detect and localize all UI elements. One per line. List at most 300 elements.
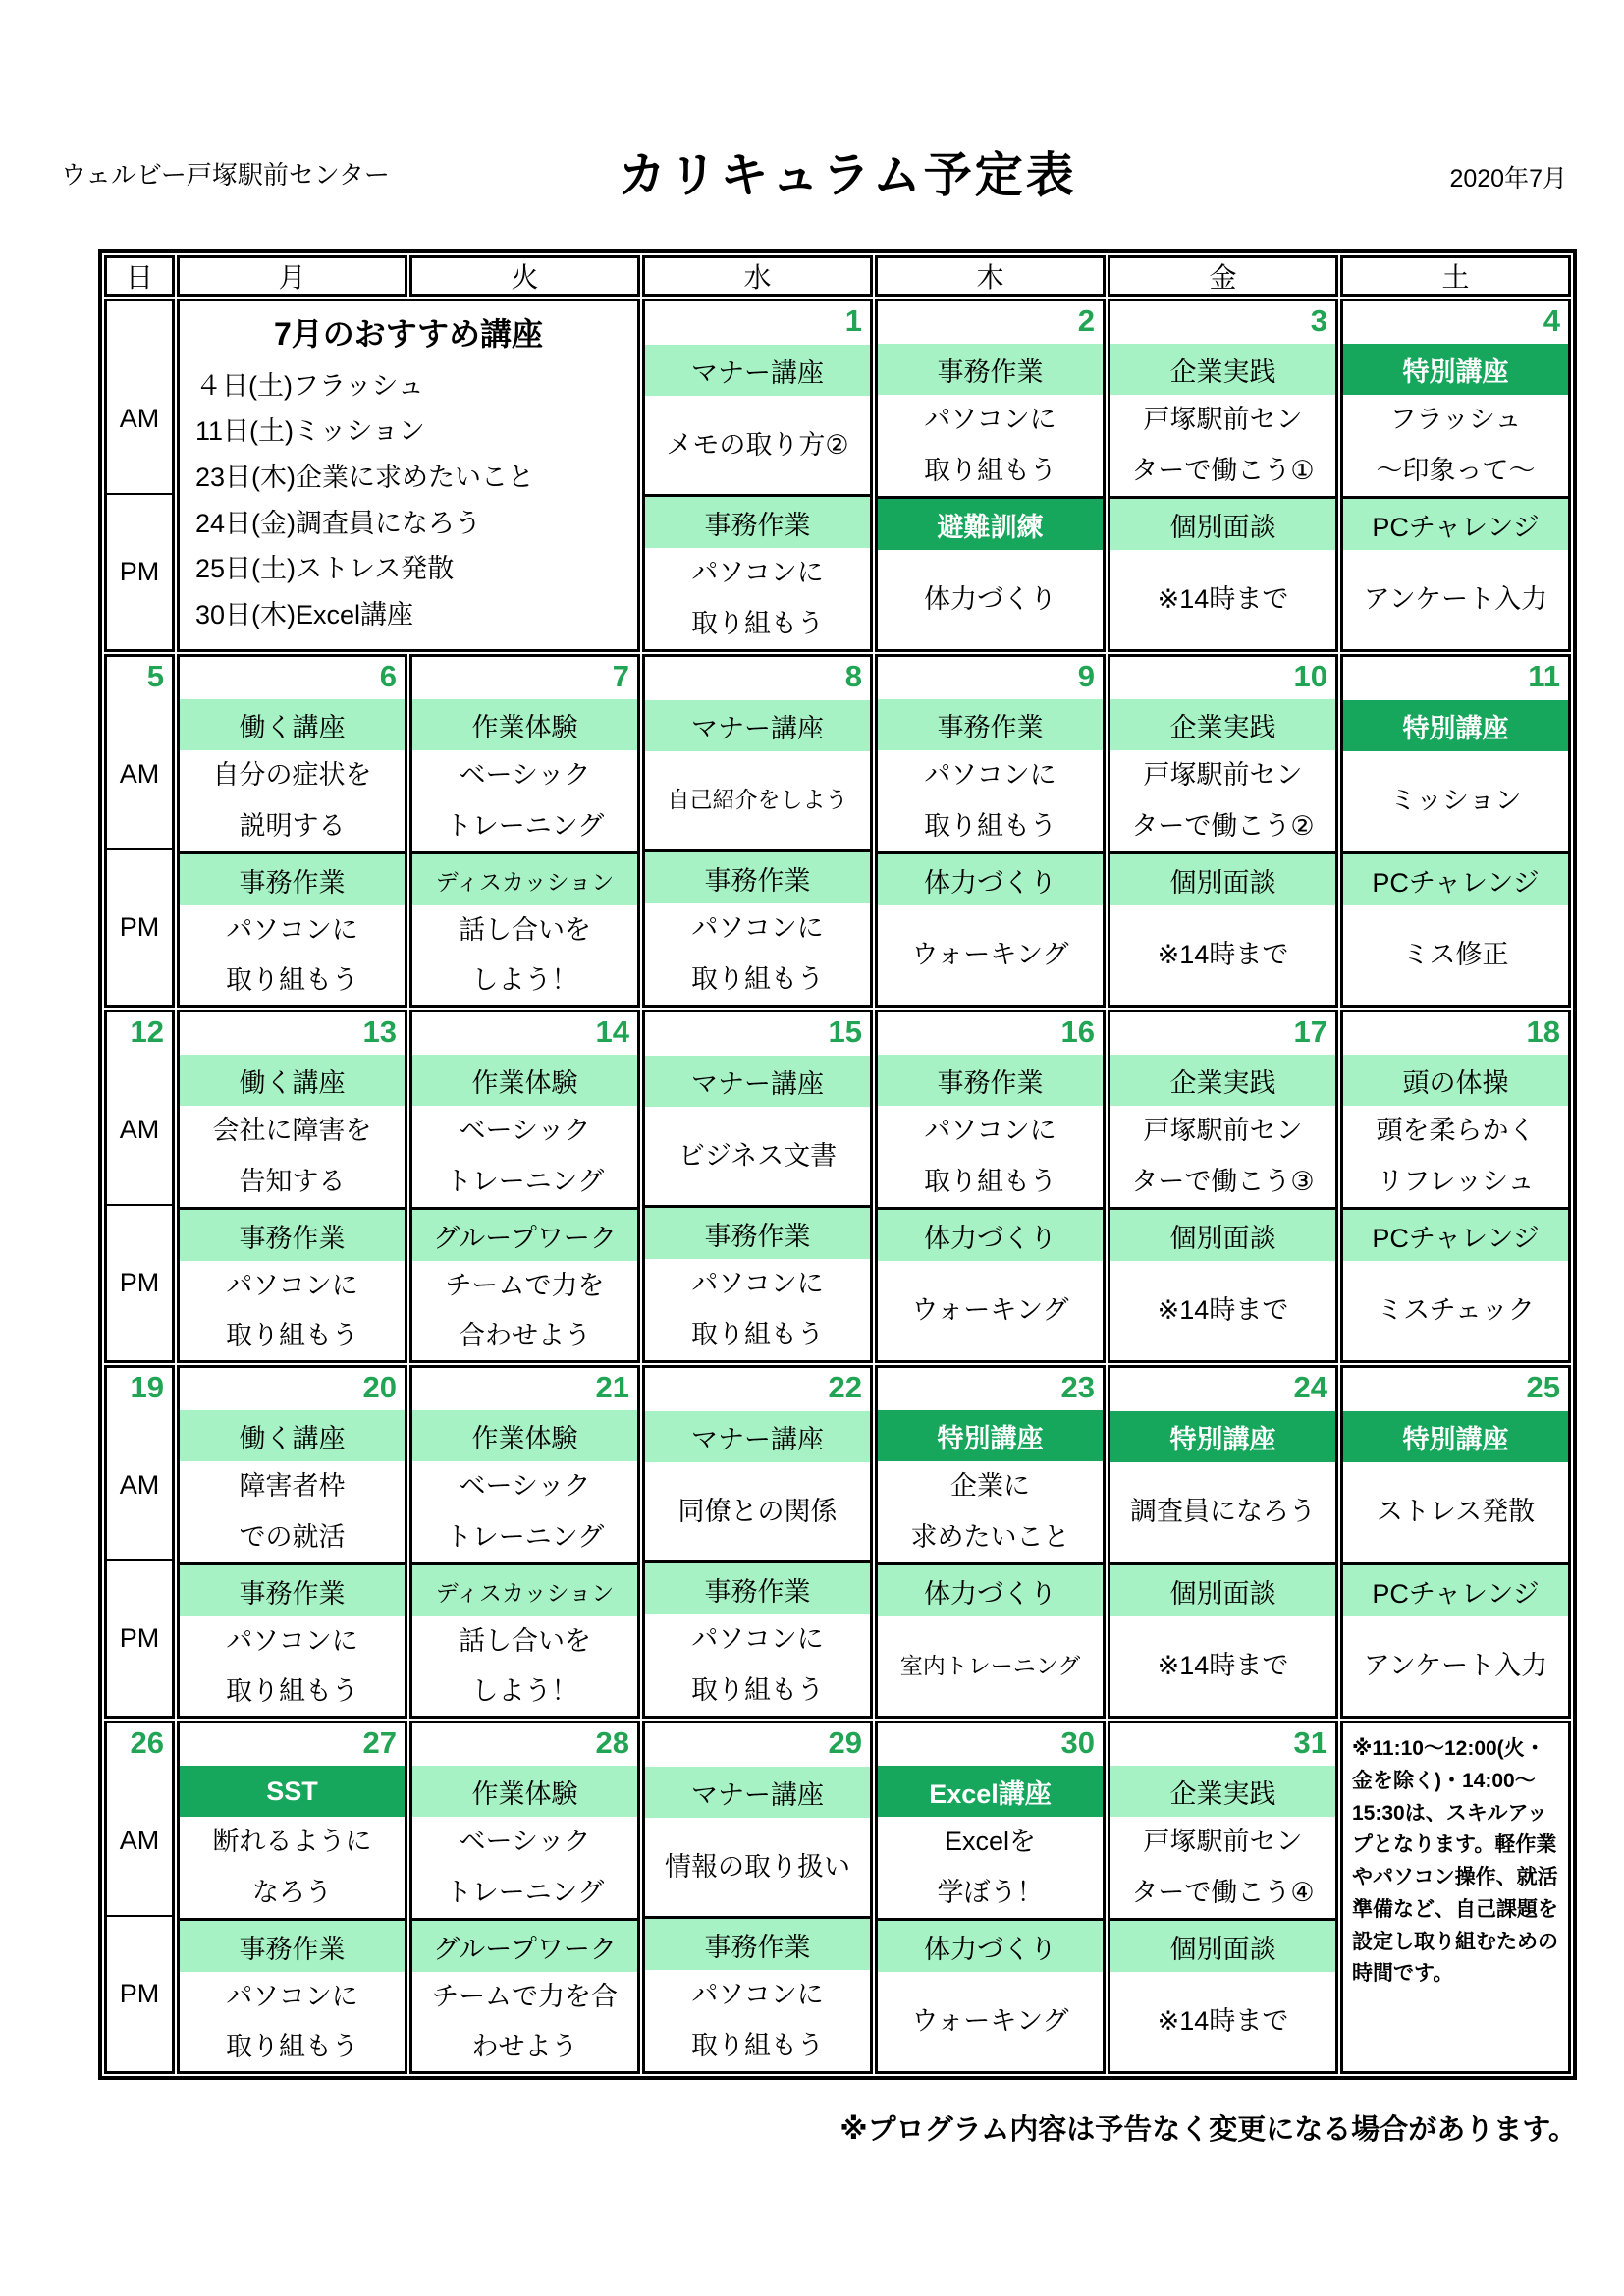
pm-course-band: 個別面談 xyxy=(1110,1921,1335,1972)
am-description xyxy=(878,1461,1103,1562)
pm-course-band: 個別面談 xyxy=(1110,1210,1335,1261)
day-number: 24 xyxy=(1293,1370,1327,1404)
description-line: 話し合いを xyxy=(459,915,591,945)
description-line: Excelを xyxy=(944,1827,1037,1857)
am-course-band: 特別講座 xyxy=(1343,1411,1568,1462)
day-cell xyxy=(1340,299,1571,652)
pm-block xyxy=(1343,851,1568,1005)
pm-description xyxy=(1343,1616,1568,1716)
description-line: 会社に障害を xyxy=(212,1116,372,1146)
pm-block xyxy=(1110,851,1335,1005)
day-number: 4 xyxy=(1543,303,1560,338)
sunday-cell xyxy=(104,1365,175,1719)
pm-course-band: 避難訓練 xyxy=(878,499,1103,550)
recommended-course-item: 23日(木)企業に求めたいこと xyxy=(195,463,535,493)
pm-course-band: PCチャレンジ xyxy=(1343,499,1568,550)
day-number: 18 xyxy=(1526,1014,1560,1049)
description-line: 自分の症状を xyxy=(212,760,372,791)
am-description xyxy=(645,396,870,494)
pm-description xyxy=(878,1261,1103,1360)
pm-course-band: 事務作業 xyxy=(645,497,870,548)
description-line: ※14時まで xyxy=(1157,1650,1289,1680)
day-number: 10 xyxy=(1293,659,1327,693)
description-line: 戸塚駅前セン xyxy=(1143,405,1303,435)
day-cell xyxy=(642,299,873,652)
weekday-header-cell: 金 xyxy=(1108,255,1338,297)
am-description xyxy=(878,750,1103,851)
am-description xyxy=(645,1818,870,1916)
pm-description xyxy=(180,1972,405,2073)
pm-course-band: 体力づくり xyxy=(878,854,1103,905)
description-line: 取り組もう xyxy=(691,963,824,994)
description-line: ミッション xyxy=(1389,786,1522,816)
day-cell xyxy=(875,1365,1106,1719)
weekday-header-cell: 月 xyxy=(177,255,407,297)
day-number: 11 xyxy=(1528,659,1560,693)
am-description xyxy=(645,751,870,849)
am-block xyxy=(1343,301,1568,496)
day-number: 7 xyxy=(612,659,629,693)
am-course-band: 特別講座 xyxy=(1343,700,1568,751)
am-description xyxy=(412,1106,637,1207)
pm-description xyxy=(645,1614,870,1716)
am-block xyxy=(645,1012,870,1205)
am-block xyxy=(645,301,870,494)
am-block xyxy=(645,1723,870,1916)
description-line: チームで力を合 xyxy=(432,1982,618,2011)
am-course-band: SST xyxy=(180,1766,405,1817)
day-number: 8 xyxy=(844,659,862,693)
description-line: しよう！ xyxy=(471,1676,578,1707)
recommended-courses-title: 7月のおすすめ講座 xyxy=(273,316,544,352)
pm-block xyxy=(645,849,870,1005)
pm-description xyxy=(878,1616,1103,1716)
pm-description xyxy=(412,905,637,1007)
pm-description xyxy=(1110,550,1335,649)
sunday-cell xyxy=(104,1010,175,1363)
description-line: 体力づくり xyxy=(924,583,1056,614)
day-number: 17 xyxy=(1293,1014,1327,1049)
am-block xyxy=(878,1368,1103,1562)
description-line: わせよう xyxy=(471,2032,578,2062)
description-line: 学ぼう！ xyxy=(937,1877,1044,1907)
am-block xyxy=(180,657,405,851)
day-number: 26 xyxy=(130,1725,164,1760)
am-course-band: 特別講座 xyxy=(878,1410,1103,1461)
pm-course-band: グループワーク xyxy=(412,1210,637,1261)
day-cell xyxy=(642,1365,873,1719)
am-block xyxy=(1343,1012,1568,1207)
description-line: ※14時まで xyxy=(1157,939,1289,969)
am-description xyxy=(878,395,1103,496)
day-cell xyxy=(1108,1721,1338,2074)
pm-label: PM xyxy=(119,557,160,586)
description-line: ビジネス文書 xyxy=(677,1140,838,1171)
description-line: アンケート入力 xyxy=(1363,1650,1548,1680)
pm-description xyxy=(645,1970,870,2071)
day-number: 15 xyxy=(828,1014,862,1049)
am-description xyxy=(1343,751,1568,851)
day-number: 30 xyxy=(1060,1725,1095,1760)
description-line: アンケート入力 xyxy=(1363,583,1548,614)
description-line: ウォーキング xyxy=(911,1294,1069,1325)
am-course-band: 事務作業 xyxy=(878,344,1103,395)
description-line: 自己紹介をしよう xyxy=(667,787,848,813)
pm-block xyxy=(1343,1562,1568,1716)
am-description xyxy=(645,1107,870,1205)
month-label: 2020年7月 xyxy=(1449,165,1567,192)
pm-block xyxy=(180,851,405,1007)
day-cell xyxy=(875,1721,1106,2074)
day-cell xyxy=(177,1010,407,1363)
day-number: 2 xyxy=(1077,303,1095,338)
skill-up-note: ※11:10～12:00(火・金を除く)・14:00～15:30は、スキルアップとなります。軽作業やパソコン操作、就活準備など、自己課題を設定し取り組むための時間です。 xyxy=(1340,1721,1571,2074)
description-line: 取り組もう xyxy=(924,455,1056,485)
pm-block xyxy=(1343,1207,1568,1360)
description-line: ベーシック xyxy=(459,1116,591,1146)
am-block xyxy=(412,1723,637,1918)
am-course-band: 作業体験 xyxy=(412,699,637,750)
am-description xyxy=(1343,1462,1568,1562)
am-block xyxy=(180,1368,405,1562)
pm-course-band: PCチャレンジ xyxy=(1343,854,1568,905)
am-block xyxy=(645,1368,870,1560)
description-line: 取り組もう xyxy=(691,2030,824,2060)
description-line: パソコンに xyxy=(226,1271,358,1300)
description-line: 取り組もう xyxy=(226,1321,358,1351)
day-number: 9 xyxy=(1077,659,1095,693)
recommended-course-item: 30日(木)Excel講座 xyxy=(195,600,414,630)
description-line: 取り組もう xyxy=(691,1319,824,1349)
pm-course-band: ディスカッション xyxy=(412,854,637,905)
pm-block xyxy=(645,1560,870,1716)
am-description xyxy=(180,1817,405,1918)
description-line: ベーシック xyxy=(459,1827,591,1857)
recommended-course-item: 25日(土)ストレス発散 xyxy=(195,554,455,584)
am-description xyxy=(878,1106,1103,1207)
day-number xyxy=(107,301,172,345)
description-line: ターで働こう③ xyxy=(1131,1166,1315,1196)
day-cell xyxy=(1108,654,1338,1008)
description-line: パソコンに xyxy=(691,1624,824,1655)
day-cell xyxy=(875,1010,1106,1363)
pm-block xyxy=(412,851,637,1007)
day-number: 6 xyxy=(379,659,397,693)
description-line: 戸塚駅前セン xyxy=(1143,760,1303,791)
am-description xyxy=(412,750,637,851)
day-number: 31 xyxy=(1293,1725,1327,1760)
am-description xyxy=(412,1461,637,1562)
day-cell xyxy=(409,654,640,1008)
description-line: ウォーキング xyxy=(911,2005,1069,2036)
description-line: 企業に xyxy=(950,1471,1030,1502)
week-row xyxy=(104,654,1571,1008)
pm-description xyxy=(1110,1972,1335,2071)
description-line: 取り組もう xyxy=(691,1674,824,1705)
am-course-band: マナー講座 xyxy=(645,345,870,396)
day-cell xyxy=(177,1721,407,2074)
day-cell xyxy=(642,654,873,1008)
description-line: パソコンに xyxy=(226,1982,358,2011)
weekday-header-cell: 土 xyxy=(1340,255,1571,297)
am-block xyxy=(1343,657,1568,851)
description-line: ～印象って～ xyxy=(1376,455,1536,485)
pm-course-band: 事務作業 xyxy=(645,1208,870,1259)
description-line: パソコンに xyxy=(226,915,358,945)
day-number: 1 xyxy=(844,303,862,338)
am-block xyxy=(180,1723,405,1918)
am-course-band: 働く講座 xyxy=(180,1410,405,1461)
am-block xyxy=(1110,1723,1335,1918)
description-line: 障害者枠 xyxy=(239,1471,346,1502)
day-cell xyxy=(875,654,1106,1008)
day-cell xyxy=(409,1010,640,1363)
pm-description xyxy=(878,1972,1103,2071)
description-line: ウォーキング xyxy=(911,939,1069,969)
description-line: 取り組もう xyxy=(924,810,1056,841)
pm-description xyxy=(1343,905,1568,1005)
description-line: ストレス発散 xyxy=(1376,1497,1536,1527)
am-block xyxy=(412,1368,637,1562)
day-cell xyxy=(642,1721,873,2074)
day-number: 16 xyxy=(1060,1014,1095,1049)
pm-course-band: PCチャレンジ xyxy=(1343,1565,1568,1616)
pm-block xyxy=(878,1207,1103,1360)
description-line: ベーシック xyxy=(459,1471,591,1502)
pm-label: PM xyxy=(119,912,160,942)
am-course-band: 企業実践 xyxy=(1110,1055,1335,1106)
am-label: AM xyxy=(107,1767,172,1917)
description-line: 戸塚駅前セン xyxy=(1143,1827,1303,1857)
am-description xyxy=(878,1817,1103,1918)
pm-course-band: グループワーク xyxy=(412,1921,637,1972)
description-line: フラッシュ xyxy=(1389,405,1522,435)
weekday-header-cell: 木 xyxy=(875,255,1106,297)
pm-description xyxy=(1110,1261,1335,1360)
description-line: ※14時まで xyxy=(1157,2005,1289,2036)
pm-block xyxy=(180,1562,405,1718)
pm-block xyxy=(878,851,1103,1005)
day-cell xyxy=(1108,1365,1338,1719)
description-line: なろう xyxy=(252,1877,332,1907)
am-label: AM xyxy=(107,700,172,850)
pm-course-band: 事務作業 xyxy=(645,852,870,903)
pm-description xyxy=(1110,905,1335,1005)
recommended-course-item: ４日(土)フラッシュ xyxy=(195,370,424,401)
day-number: 14 xyxy=(595,1014,629,1049)
description-line: 取り組もう xyxy=(226,1676,358,1707)
description-line: トレーニング xyxy=(445,1166,605,1196)
pm-block xyxy=(645,494,870,649)
day-number: 5 xyxy=(146,659,164,693)
pm-block xyxy=(878,1562,1103,1716)
am-label: AM xyxy=(107,1411,172,1561)
pm-description xyxy=(412,1616,637,1718)
am-block xyxy=(1110,657,1335,851)
description-line: ターで働こう① xyxy=(1131,455,1315,485)
pm-description xyxy=(180,1261,405,1362)
pm-course-band: 事務作業 xyxy=(645,1919,870,1970)
recommended-courses-cell xyxy=(177,299,640,652)
recommended-course-item: 24日(金)調査員になろう xyxy=(195,508,482,538)
description-line: ターで働こう④ xyxy=(1131,1877,1315,1907)
description-line: 話し合いを xyxy=(459,1626,591,1656)
am-course-band: 特別講座 xyxy=(1110,1411,1335,1462)
pm-course-band: 体力づくり xyxy=(878,1565,1103,1616)
description-line: リフレッシュ xyxy=(1377,1166,1535,1196)
day-number: 25 xyxy=(1526,1370,1560,1404)
pm-description xyxy=(180,1616,405,1718)
am-block xyxy=(878,301,1103,496)
week-row xyxy=(104,1365,1571,1719)
am-course-band: 特別講座 xyxy=(1343,344,1568,395)
am-course-band: 働く講座 xyxy=(180,1055,405,1106)
pm-block xyxy=(1343,496,1568,649)
pm-description xyxy=(1343,1261,1568,1360)
description-line: パソコンに xyxy=(691,1269,824,1299)
description-line: パソコンに xyxy=(924,1116,1056,1146)
am-description xyxy=(180,1106,405,1207)
am-block xyxy=(412,1012,637,1207)
pm-course-band: 事務作業 xyxy=(180,1921,405,1972)
pm-course-band: PCチャレンジ xyxy=(1343,1210,1568,1261)
description-line: パソコンに xyxy=(226,1626,358,1656)
center-name: ウェルビー戸塚駅前センター xyxy=(61,160,390,190)
description-line: 同僚との関係 xyxy=(677,1496,838,1526)
am-block xyxy=(1110,301,1335,496)
am-course-band: 働く講座 xyxy=(180,699,405,750)
sunday-cell xyxy=(104,1721,175,2074)
day-cell xyxy=(875,299,1106,652)
program-change-footnote: ※プログラム内容は予告なく変更になる場合があります。 xyxy=(839,2114,1577,2146)
pm-block xyxy=(645,1916,870,2071)
pm-description xyxy=(180,905,405,1007)
am-course-band: 作業体験 xyxy=(412,1410,637,1461)
am-course-band: 企業実践 xyxy=(1110,344,1335,395)
sunday-cell xyxy=(104,299,175,652)
day-cell xyxy=(409,1721,640,2074)
am-block xyxy=(1110,1012,1335,1207)
am-block xyxy=(180,1012,405,1207)
pm-description xyxy=(878,550,1103,649)
week-row xyxy=(104,1010,1571,1363)
day-cell xyxy=(1108,299,1338,652)
pm-block xyxy=(180,1207,405,1362)
description-line: トレーニング xyxy=(445,1521,605,1552)
week-row xyxy=(104,1721,1571,2074)
day-cell xyxy=(177,654,407,1008)
description-line: 調査員になろう xyxy=(1130,1497,1316,1527)
am-description xyxy=(1343,395,1568,496)
am-description xyxy=(1343,1106,1568,1207)
pm-description xyxy=(412,1261,637,1362)
day-number: 23 xyxy=(1060,1370,1095,1404)
pm-course-band: 体力づくり xyxy=(878,1921,1103,1972)
weekday-header-cell: 火 xyxy=(409,255,640,297)
description-line: メモの取り方② xyxy=(666,429,849,460)
am-course-band: マナー講座 xyxy=(645,700,870,751)
description-line: パソコンに xyxy=(924,760,1056,791)
day-number: 21 xyxy=(595,1370,629,1404)
day-cell xyxy=(1340,1365,1571,1719)
am-description xyxy=(1110,1462,1335,1562)
pm-block xyxy=(1110,1207,1335,1360)
am-block xyxy=(645,657,870,849)
am-block xyxy=(878,657,1103,851)
pm-description xyxy=(645,903,870,1005)
day-number: 29 xyxy=(828,1725,862,1760)
day-number: 3 xyxy=(1310,303,1327,338)
description-line: ミス修正 xyxy=(1402,939,1509,969)
calendar-table xyxy=(98,249,1577,2080)
description-line: 室内トレーニング xyxy=(899,1652,1081,1678)
description-line: ※14時まで xyxy=(1157,1294,1289,1325)
weekday-header-cell: 水 xyxy=(642,255,873,297)
description-line: 頭を柔らかく xyxy=(1376,1116,1536,1146)
am-label: AM xyxy=(107,1056,172,1206)
pm-description xyxy=(645,548,870,649)
am-description xyxy=(180,750,405,851)
day-cell xyxy=(1108,1010,1338,1363)
description-line: 取り組もう xyxy=(226,965,358,996)
description-line: 説明する xyxy=(239,810,346,841)
day-number: 19 xyxy=(130,1370,164,1404)
description-line: 断れるように xyxy=(212,1827,372,1857)
pm-label: PM xyxy=(119,1268,160,1297)
pm-course-band: 個別面談 xyxy=(1110,1565,1335,1616)
recommended-courses-list xyxy=(180,358,637,649)
day-cell xyxy=(409,1365,640,1719)
pm-description xyxy=(1343,550,1568,649)
pm-label: PM xyxy=(119,1979,160,2008)
page-title: カリキュラム予定表 xyxy=(618,149,1077,202)
pm-course-band: 事務作業 xyxy=(180,854,405,905)
description-line: 情報の取り扱い xyxy=(665,1851,850,1882)
description-line: しよう！ xyxy=(471,965,578,996)
pm-course-band: 個別面談 xyxy=(1110,854,1335,905)
day-cell xyxy=(642,1010,873,1363)
description-line: ミスチェック xyxy=(1377,1294,1535,1325)
pm-block xyxy=(1110,1562,1335,1716)
description-line: ※14時まで xyxy=(1157,583,1289,614)
pm-course-band: 体力づくり xyxy=(878,1210,1103,1261)
description-line: 取り組もう xyxy=(924,1166,1056,1196)
am-description xyxy=(1110,1106,1335,1207)
day-cell xyxy=(1340,654,1571,1008)
description-line: チームで力を xyxy=(445,1271,605,1300)
week-row xyxy=(104,299,1571,652)
description-line: 求めたいこと xyxy=(910,1521,1070,1552)
description-line: 合わせよう xyxy=(459,1321,591,1351)
description-line: 取り組もう xyxy=(691,608,824,638)
pm-block xyxy=(645,1205,870,1360)
day-cell xyxy=(1340,1010,1571,1363)
description-line: トレーニング xyxy=(445,1877,605,1907)
day-number: 22 xyxy=(828,1370,862,1404)
description-line: ターで働こう② xyxy=(1131,810,1315,841)
pm-course-band: 事務作業 xyxy=(180,1210,405,1261)
am-block xyxy=(1110,1368,1335,1562)
pm-course-band: 事務作業 xyxy=(645,1563,870,1614)
recommended-course-item: 11日(土)ミッション xyxy=(195,416,425,447)
am-course-band: Excel講座 xyxy=(878,1766,1103,1817)
am-course-band: マナー講座 xyxy=(645,1411,870,1462)
description-line: パソコンに xyxy=(924,405,1056,435)
am-block xyxy=(1343,1368,1568,1562)
weekday-header-cell: 日 xyxy=(104,255,175,297)
pm-block xyxy=(878,496,1103,649)
am-description xyxy=(1110,395,1335,496)
